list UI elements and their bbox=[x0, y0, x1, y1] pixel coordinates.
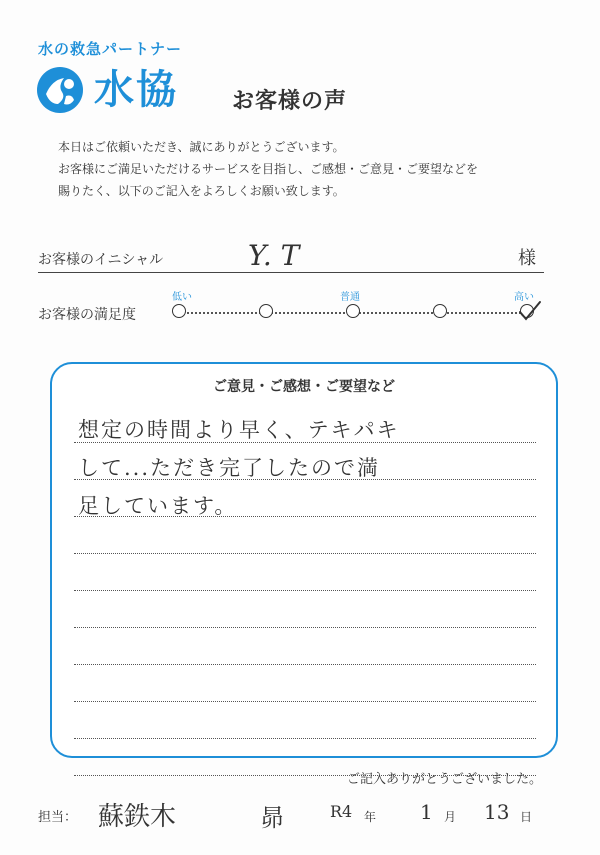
year-label: 年 bbox=[364, 810, 377, 824]
scale-option-2[interactable] bbox=[259, 304, 273, 318]
comment-ruled-line bbox=[74, 553, 536, 554]
customer-initial-field[interactable] bbox=[38, 239, 544, 273]
page-title: お客様の声 bbox=[232, 89, 348, 114]
intro-line: 本日はご依頼いただき、誠にありがとうございます。 bbox=[58, 140, 345, 154]
scale-option-3[interactable] bbox=[346, 304, 360, 318]
intro-line: お客様にご満足いただけるサービスを目指し、ご感想・ご意見・ご要望などを bbox=[58, 162, 479, 176]
tagline: 水の救急パートナー bbox=[38, 40, 183, 58]
staff-label: 担当： bbox=[38, 810, 78, 825]
month-value: 1 bbox=[420, 800, 433, 824]
comment-ruled-line bbox=[74, 664, 536, 665]
scale-label-low: 低い bbox=[172, 292, 192, 303]
comment-box[interactable] bbox=[50, 362, 558, 758]
checkmark-icon bbox=[516, 300, 544, 322]
scale-option-4[interactable] bbox=[433, 304, 447, 318]
comment-line-3: 足しています。 bbox=[78, 494, 238, 518]
intro-line: 賜りたく、以下のご記入をよろしくお願い致します。 bbox=[58, 184, 345, 198]
comment-ruled-line bbox=[74, 627, 536, 628]
initial-label: お客様のイニシャル bbox=[38, 252, 164, 268]
staff-suffix: 昴 bbox=[260, 804, 284, 832]
logo-text: 水協 bbox=[94, 67, 178, 113]
day-value: 13 bbox=[484, 800, 510, 824]
honorific-suffix: 様 bbox=[518, 248, 536, 269]
thanks-message: ご記入ありがとうございました。 bbox=[346, 772, 542, 787]
month-label: 月 bbox=[444, 810, 457, 824]
intro-text bbox=[58, 136, 558, 202]
year-value: R4 bbox=[330, 802, 353, 821]
comment-ruled-line bbox=[74, 738, 536, 739]
scale-option-1[interactable] bbox=[172, 304, 186, 318]
logo-icon bbox=[36, 66, 84, 114]
comment-line-2: して...ただき完了したので満 bbox=[78, 456, 381, 480]
day-label: 日 bbox=[520, 810, 533, 824]
staff-name: 蘇鉄木 bbox=[98, 802, 177, 832]
comment-ruled-line bbox=[74, 590, 536, 591]
satisfaction-scale bbox=[38, 286, 558, 330]
comment-title: ご意見・ご感想・ご要望など bbox=[213, 379, 395, 395]
satisfaction-label: お客様の満足度 bbox=[38, 307, 136, 323]
initial-value: Y. T bbox=[248, 239, 300, 272]
scale-label-high: 高い bbox=[514, 292, 534, 303]
comment-line-1: 想定の時間より早く、テキパキ bbox=[78, 418, 400, 442]
comment-ruled-line bbox=[74, 701, 536, 702]
staff-footer bbox=[38, 796, 558, 836]
scale-label-mid: 普通 bbox=[340, 292, 360, 303]
